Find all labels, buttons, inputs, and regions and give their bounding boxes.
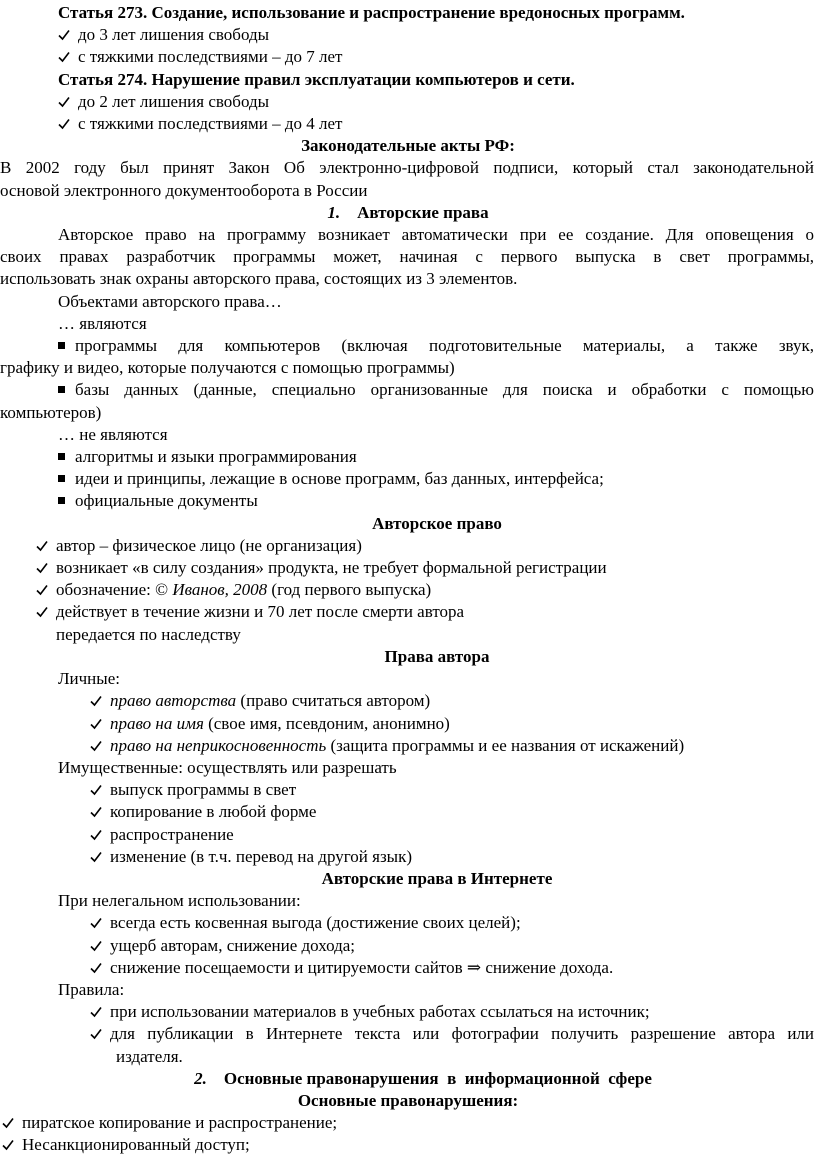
copyright-heading: Авторское право bbox=[372, 513, 502, 533]
list-item: право авторства (право считаться автором) bbox=[0, 690, 816, 712]
internet-heading: Авторские права в Интернете bbox=[321, 868, 553, 888]
checkmark-icon bbox=[90, 935, 110, 957]
list-item-continuation: графику и видео, которые получаются с помощью программы) bbox=[0, 358, 455, 378]
list-item: до 2 лет лишения свободы bbox=[0, 91, 816, 113]
checkmark-icon bbox=[90, 824, 110, 846]
list-item: с тяжкими последствиями – до 4 лет bbox=[0, 113, 816, 135]
list-item: автор – физическое лицо (не организация) bbox=[0, 535, 816, 557]
checkmark-icon bbox=[90, 779, 110, 801]
checkmark-icon bbox=[90, 1023, 110, 1045]
list-item: базы данных (данные, специально организованные для поиска и обработки с помощью bbox=[0, 379, 816, 401]
list-item: при использовании материалов в учебных работах ссылаться на источник; bbox=[0, 1001, 816, 1023]
are-label: … являются bbox=[58, 313, 147, 333]
bullet-square-icon bbox=[58, 497, 65, 504]
laws-text-line: В 2002 году был принят Закон Об электронно-цифровой подписи, который стал законодательной bbox=[0, 158, 814, 178]
list-item: действует в течение жизни и 70 лет после смерти автора bbox=[0, 601, 816, 623]
checkmark-icon bbox=[90, 713, 110, 735]
list-item: Несанкционированный доступ; bbox=[0, 1134, 816, 1156]
checkmark-icon bbox=[90, 846, 110, 868]
list-item-continuation: передается по наследству bbox=[56, 624, 241, 644]
list-item: ущерб авторам, снижение дохода; bbox=[0, 935, 816, 957]
list-item: для публикации в Интернете текста или фотографии получить разрешение автора или bbox=[0, 1023, 816, 1045]
paragraph-line: использовать знак охраны авторского права, состоящих из 3 элементов. bbox=[0, 269, 518, 289]
checkmark-icon bbox=[36, 557, 56, 579]
checkmark-icon bbox=[2, 1134, 22, 1156]
checkmark-icon bbox=[36, 601, 56, 623]
checkmark-icon bbox=[90, 801, 110, 823]
article-274-title: Статья 274. Нарушение правил эксплуатации компьютеров и сети. bbox=[58, 69, 575, 89]
personal-label: Личные: bbox=[58, 669, 120, 689]
implies-arrow-icon: ⇒ bbox=[466, 957, 482, 977]
bullet-square-icon bbox=[58, 453, 65, 460]
list-item-continuation: издателя. bbox=[116, 1046, 183, 1066]
checkmark-icon bbox=[90, 957, 110, 979]
illegal-label: При нелегальном использовании: bbox=[58, 891, 301, 911]
paragraph-line: своих правах разработчик программы может, начиная с первого выпуска в свет программы, bbox=[0, 247, 814, 267]
checkmark-icon bbox=[90, 1001, 110, 1023]
bullet-square-icon bbox=[58, 342, 65, 349]
list-item-continuation: компьютеров) bbox=[0, 402, 102, 422]
list-item: идеи и принципы, лежащие в основе программ, баз данных, интерфейса; bbox=[0, 468, 816, 490]
list-item: распространение bbox=[0, 824, 816, 846]
list-item: выпуск программы в свет bbox=[0, 779, 816, 801]
article-273-title: Статья 273. Создание, использование и распространение вредоносных программ. bbox=[58, 3, 685, 22]
checkmark-icon bbox=[58, 46, 78, 68]
rules-label: Правила: bbox=[58, 979, 125, 999]
checkmark-icon bbox=[58, 91, 78, 113]
list-item: право на неприкосновенность (защита программы и ее названия от искажений) bbox=[0, 735, 816, 757]
section-2-heading: 2. Основные правонарушения в информационной сфере bbox=[194, 1068, 652, 1088]
laws-text-line: основой электронного документооборота в России bbox=[0, 180, 368, 200]
checkmark-icon bbox=[2, 1112, 22, 1134]
checkmark-icon bbox=[90, 690, 110, 712]
checkmark-icon bbox=[90, 735, 110, 757]
checkmark-icon bbox=[36, 579, 56, 601]
list-item: изменение (в т.ч. перевод на другой язык) bbox=[0, 846, 816, 868]
list-item: возникает «в силу создания» продукта, не требует формальной регистрации bbox=[0, 557, 816, 579]
list-item: с тяжкими последствиями – до 7 лет bbox=[0, 46, 816, 68]
list-item: алгоритмы и языки программирования bbox=[0, 446, 816, 468]
paragraph-line: Авторское право на программу возникает автоматически при ее создание. Для оповещения о bbox=[58, 225, 814, 245]
are-not-label: … не являются bbox=[58, 424, 168, 444]
objects-label: Объектами авторского права… bbox=[58, 291, 282, 311]
list-item: до 3 лет лишения свободы bbox=[0, 24, 816, 46]
property-label: Имущественные: осуществлять или разрешать bbox=[58, 757, 397, 777]
list-item: всегда есть косвенная выгода (достижение своих целей); bbox=[0, 912, 816, 934]
list-item: право на имя (свое имя, псевдоним, анонимно) bbox=[0, 713, 816, 735]
list-item: официальные документы bbox=[0, 490, 816, 512]
checkmark-icon bbox=[58, 113, 78, 135]
list-item: пиратское копирование и распространение; bbox=[0, 1112, 816, 1134]
author-rights-heading: Права автора bbox=[384, 646, 490, 666]
checkmark-icon bbox=[36, 535, 56, 557]
list-item: программы для компьютеров (включая подготовительные материалы, а также звук, bbox=[0, 335, 816, 357]
list-item: копирование в любой форме bbox=[0, 801, 816, 823]
section-2-subheading: Основные правонарушения: bbox=[297, 1090, 519, 1110]
checkmark-icon bbox=[58, 24, 78, 46]
section-1-heading: 1. Авторские права bbox=[327, 202, 489, 222]
list-item: обозначение: © Иванов, 2008 (год первого выпуска) bbox=[0, 579, 816, 601]
list-item: снижение посещаемости и цитируемости сайтов ⇒ снижение дохода. bbox=[0, 957, 816, 979]
bullet-square-icon bbox=[58, 386, 65, 393]
laws-heading: Законодательные акты РФ: bbox=[301, 136, 515, 156]
bullet-square-icon bbox=[58, 475, 65, 482]
checkmark-icon bbox=[90, 912, 110, 934]
